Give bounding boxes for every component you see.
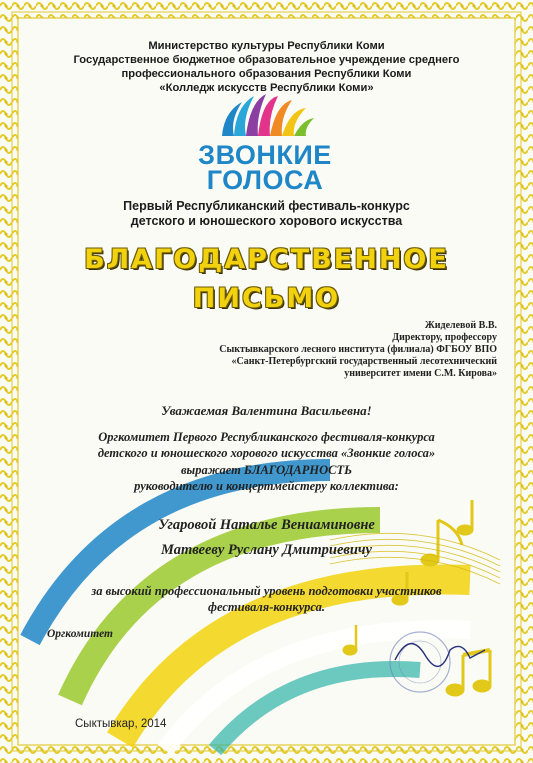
- festival-name: Первый Республиканский фестиваль-конкурс: [123, 199, 410, 213]
- awardee-name-2: Матвееву Руслану Дмитриевичу: [161, 542, 372, 558]
- logo-rays-icon: [202, 94, 328, 138]
- body-line: фестиваля-конкурса.: [208, 600, 325, 614]
- institution-line-2: профессионального образования Республики Коми: [121, 68, 412, 80]
- document-title-2: ПИСЬМО: [192, 283, 341, 314]
- greeting: Уважаемая Валентина Васильевна!: [161, 403, 372, 418]
- recipient-org-3: университет имени С.М. Кирова»: [344, 368, 497, 379]
- music-note-icon: [473, 680, 491, 692]
- ministry-line: Министерство культуры Республики Коми: [148, 40, 385, 52]
- document-title: БЛАГОДАРСТВЕННОЕ: [84, 244, 449, 275]
- college-name: «Колледж искусств Республики Коми»: [159, 82, 374, 94]
- logo-word-2: ГОЛОСА: [206, 165, 324, 195]
- body-line: детского и юношеского хорового искусства «Звонкие голоса»: [97, 446, 436, 460]
- awardee-name: Угаровой Наталье Вениаминовне: [158, 517, 375, 533]
- institution-line: Государственное бюджетное образовательное учреждение среднего: [73, 54, 460, 66]
- place-date: Сыктывкар, 2014: [75, 718, 167, 730]
- logo-word-1: ЗВОНКИЕ: [198, 140, 332, 170]
- recipient-org-2: «Санкт-Петербургский государственный лесотехнический: [231, 356, 497, 367]
- body-line: руководителю и концертмейстеру коллектива:: [134, 479, 399, 493]
- recipient-org: Сыктывкарского лесного института (филиала) ФГБОУ ВПО: [219, 344, 497, 355]
- organizing-committee-label: Оргкомитет: [47, 628, 113, 640]
- recipient-position: Директору, профессору: [392, 332, 497, 343]
- music-note-icon: [446, 684, 464, 696]
- body-line: за высокий профессиональный уровень подготовки участников: [91, 584, 442, 598]
- body-line: выражает БЛАГОДАРНОСТЬ: [180, 463, 353, 477]
- festival-name-2: детского и юношеского хорового искусства: [130, 214, 403, 228]
- recipient-name: Жиделевой В.В.: [424, 320, 497, 331]
- body-line: Оргкомитет Первого Республиканского фестиваля-конкурса: [98, 430, 435, 444]
- festival-logo: [180, 94, 350, 194]
